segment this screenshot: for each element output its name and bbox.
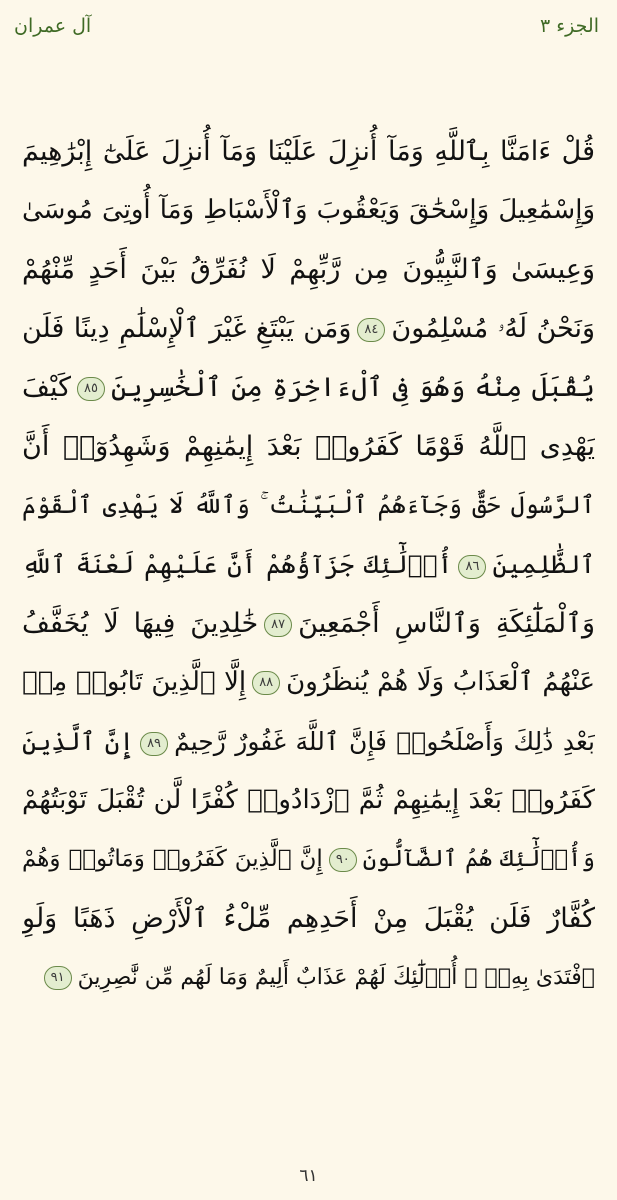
text-line [22, 240, 595, 299]
ayah-number-marker[interactable]: ٨٥ [77, 377, 105, 401]
juz-label: الجزء ٣ [539, 15, 599, 37]
verse-text: إِلَّا ٱلَّذِينَ تَابُوا۟ مِنۢ [22, 667, 247, 697]
verse-text: أُو۟لَٰٓئِكَ جَزَآؤُهُمْ أَنَّ عَلَيْهِمْ لَعْنَةَ ٱللَّهِ [22, 550, 453, 579]
text-line [22, 948, 595, 1007]
verse-text: يَهْدِى ٱللَّهُ قَوْمًا كَفَرُوا۟ بَعْدَ إِيمَٰنِهِمْ وَشَهِدُوٓا۟ أَنَّ [22, 431, 595, 462]
verse-text: يُقْبَلَ مِنْهُ وَهُوَ فِى ٱلْءَاخِرَةِ مِنَ ٱلْخَٰسِرِينَ [110, 372, 595, 403]
verse-text: بَعْدِ ذَٰلِكَ وَأَصْلَحُوا۟ فَإِنَّ ٱللَّهَ غَفُورٌ رَّحِيمٌ [174, 727, 595, 756]
ayah-number-marker[interactable]: ٨٤ [357, 318, 385, 342]
verse-text: كَفَرُوا۟ بَعْدَ إِيمَٰنِهِمْ ثُمَّ ٱزْدَادُوا۟ كُفْرًا لَّن تُقْبَلَ تَوْبَتُهُمْ [22, 785, 595, 815]
text-line [22, 594, 595, 653]
ayah-number-marker[interactable]: ٩١ [44, 966, 72, 990]
text-line [22, 771, 595, 830]
page-number: ٦١ [299, 1166, 318, 1186]
verse-text: إِنَّ ٱلَّذِينَ كَفَرُوا۟ وَمَاتُوا۟ وَهُمْ [22, 846, 323, 872]
text-line [22, 417, 595, 476]
verse-text: كَيْفَ [22, 372, 71, 403]
surah-name: آل عمران [14, 15, 92, 37]
verse-text: كُفَّارٌ فَلَن يُقْبَلَ مِنْ أَحَدِهِم مِّلْءُ ٱلْأَرْضِ ذَهَبًا وَلَوِ [22, 903, 595, 934]
text-line [22, 830, 595, 889]
mushaf-page-text [22, 122, 595, 1007]
verse-text: وَمَن يَبْتَغِ غَيْرَ ٱلْإِسْلَٰمِ دِينًا فَلَن [22, 313, 352, 344]
verse-text: ٱفْتَدَىٰ بِهِۦٓ ۗ أُو۟لَٰٓئِكَ لَهُمْ عَذَابٌ أَلِيمٌ وَمَا لَهُم مِّن نَّٰصِرِينَ [77, 965, 595, 990]
verse-text: وَٱلْمَلَٰٓئِكَةِ وَٱلنَّاسِ أَجْمَعِينَ [298, 608, 595, 639]
ayah-number-marker[interactable]: ٨٧ [264, 613, 292, 637]
verse-text: خَٰلِدِينَ فِيهَا لَا يُخَفَّفُ [22, 608, 259, 639]
ayah-number-marker[interactable]: ٩٠ [329, 848, 357, 872]
verse-text: إِنَّ ٱلَّذِينَ [22, 727, 135, 756]
text-line [22, 712, 595, 771]
text-line [22, 358, 595, 417]
ayah-number-marker[interactable]: ٨٦ [458, 555, 486, 579]
verse-text: ٱلظَّٰلِمِينَ [492, 550, 595, 579]
ayah-number-marker[interactable]: ٨٩ [140, 732, 168, 756]
text-line [22, 299, 595, 358]
verse-text: قُلْ ءَامَنَّا بِٱللَّهِ وَمَآ أُنزِلَ عَلَيْنَا وَمَآ أُنزِلَ عَلَىٰٓ إِبْرَٰهِيمَ [22, 136, 595, 167]
verse-text: وَنَحْنُ لَهُۥ مُسْلِمُونَ [391, 313, 595, 344]
text-line [22, 653, 595, 712]
text-line [22, 181, 595, 240]
ayah-number-marker[interactable]: ٨٨ [252, 671, 280, 695]
text-line [22, 476, 595, 535]
text-line [22, 535, 595, 594]
verse-text: وَعِيسَىٰ وَٱلنَّبِيُّونَ مِن رَّبِّهِمْ لَا نُفَرِّقُ بَيْنَ أَحَدٍ مِّنْهُمْ [22, 254, 595, 285]
text-line [22, 122, 595, 181]
text-line [22, 889, 595, 948]
verse-text: وَأُو۟لَٰٓئِكَ هُمُ ٱلضَّآلُّونَ [362, 846, 595, 872]
verse-text: ٱلرَّسُولَ حَقٌّ وَجَآءَهُمُ ٱلْبَيِّنَٰتُ ۚ وَٱللَّهُ لَا يَهْدِى ٱلْقَوْمَ [22, 491, 595, 519]
verse-text: وَإِسْمَٰعِيلَ وَإِسْحَٰقَ وَيَعْقُوبَ وَٱلْأَسْبَاطِ وَمَآ أُوتِىَ مُوسَىٰ [22, 195, 595, 225]
verse-text: عَنْهُمُ ٱلْعَذَابُ وَلَا هُمْ يُنظَرُونَ [286, 667, 595, 697]
page-header [14, 8, 599, 44]
